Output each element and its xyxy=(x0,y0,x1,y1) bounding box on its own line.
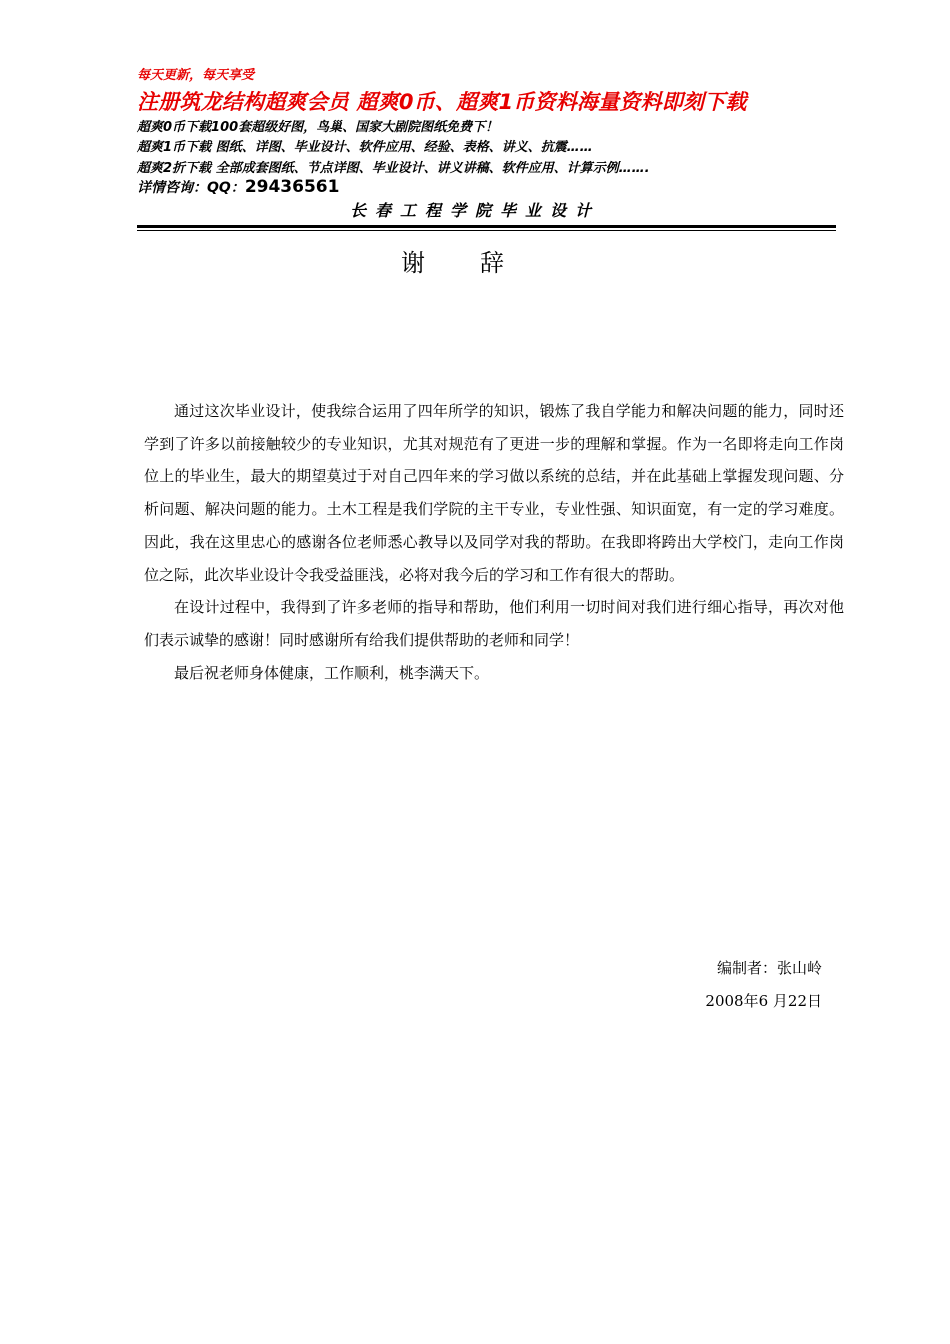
contact-label: 详情咨询：QQ： xyxy=(137,180,245,196)
page-title: 谢辞 xyxy=(401,249,559,277)
contact-qq: 29436561 xyxy=(244,177,340,197)
signature-date: 2008年6 月22日 xyxy=(705,992,822,1010)
header-rule-thick xyxy=(137,225,836,228)
document-header-title: 长春工程学院毕业设计 xyxy=(349,201,600,220)
ad-line-daily: 每天更新，每天享受 xyxy=(137,68,255,83)
acknowledgement-body xyxy=(144,395,844,689)
ad-line-contact xyxy=(137,177,339,197)
ad-line-1coin: 超爽1币下载 图纸、详图、毕业设计、软件应用、经验、表格、讲义、抗震…… xyxy=(137,140,593,155)
signature-author: 编制者：张山岭 xyxy=(716,959,822,977)
paragraph: 最后祝老师身体健康，工作顺利，桃李满天下。 xyxy=(174,663,490,682)
ad-line-0coin: 超爽0币下载100套超级好图，鸟巢、国家大剧院图纸免费下！ xyxy=(137,120,499,135)
ad-line-discount: 超爽2折下载 全部成套图纸、节点详图、毕业设计、讲义讲稿、软件应用、计算示例……. xyxy=(137,161,650,176)
ad-line-register: 注册筑龙结构超爽会员 超爽0币、超爽1币资料海量资料即刻下载 xyxy=(137,90,747,114)
paragraph: 通过这次毕业设计，使我综合运用了四年所学的知识，锻炼了我自学能力和解决问题的能力，同时还学到了许多以前接触较少的专业知识，尤其对规范有了更进一步的理解和掌握。作为一名即将走向工作岗位上的毕业生，最大的期望莫过于对自己四年来的学习做以系统的总结，并在此基础上掌握发现问题、分析问题、解决问题的能力。土木工程是我们学院的主干专业，专业性强、知识面宽，有一定的学习难度。因此，我在这里忠心的感谢各位老师悉心教导以及同学对我的帮助。在我即将跨出大学校门，走向工作岗位之际，此次毕业设计令我受益匪浅，必将对我今后的学习和工作有很大的帮助。 xyxy=(144,402,844,584)
header-rule-thin xyxy=(137,230,836,231)
paragraph: 在设计过程中，我得到了许多老师的指导和帮助，他们利用一切时间对我们进行细心指导，再次对他们表示诚挚的感谢！同时感谢所有给我们提供帮助的老师和同学！ xyxy=(144,598,844,649)
